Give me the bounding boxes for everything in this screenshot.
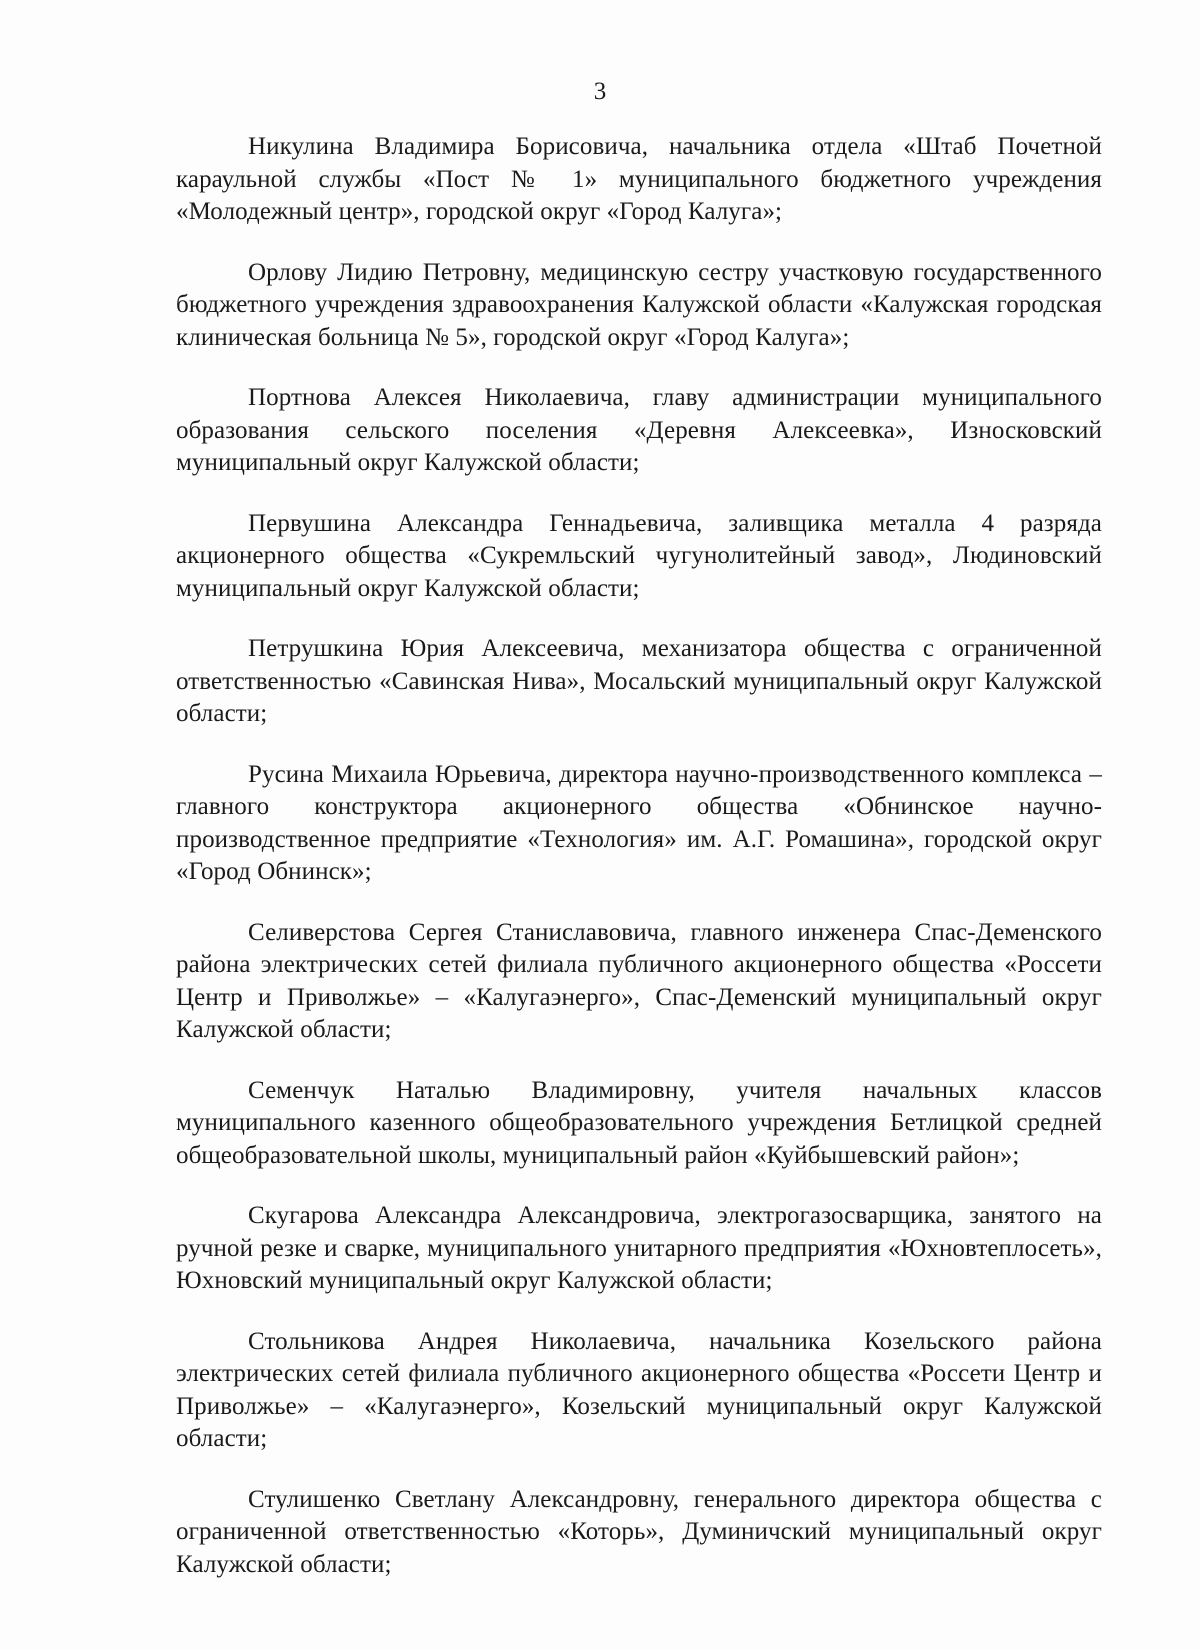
nominee-entry: Портнова Алексея Николаевича, главу администрации муниципального образования сельского поселения «Деревня Алексеевка», Износковский муниципальный округ Калужской области; [176, 384, 1102, 476]
nominee-entry: Орлову Лидию Петровну, медицинскую сестру участковую государственного бюджетного учреждения здравоохранения Калужской области «Калужская городская клиническая больница № 5», городской округ «Город Калуга»; [176, 258, 1102, 351]
nominee-entry: Семенчук Наталью Владимировну, учителя начальных классов муниципального казенного общеобразовательного учреждения Бетлицкой средней общеобразовательной школы, муниципальный район «Куйбышевский район»; [176, 1076, 1102, 1169]
nominee-entry: Первушина Александра Геннадьевича, заливщика металла 4 разряда акционерного общества «Сукремльский чугунолитейный завод», Людиновский муниципальный округ Калужской области; [176, 509, 1102, 602]
nominee-entry: Русина Михаила Юрьевича, директора научно-производственного комплекса – главного конструктора акционерного общества «Обнинское научно-производственное предприятие «Технология» им. А.Г. Ромашина», городской округ «Город Обнинск»; [176, 760, 1102, 885]
page-number: 3 [593, 78, 607, 105]
nominee-list [176, 131, 1102, 1609]
nominee-entry: Никулина Владимира Борисовича, начальника отдела «Штаб Почетной караульной службы «Пост № 1» муниципального бюджетного учреждения «Молодежный центр», городской округ «Город Калуга»; [176, 133, 1102, 225]
nominee-entry: Стулишенко Светлану Александровну, генерального директора общества с ограниченной ответственностью «Которь», Думиничский муниципальный округ Калужской области; [176, 1485, 1102, 1578]
nominee-entry: Стольникова Андрея Николаевича, начальника Козельского района электрических сетей филиала публичного акционерного общества «Россети Центр и Приволжье» – «Калугаэнерго», Козельский муниципальный округ Калужской области; [176, 1327, 1102, 1452]
nominee-entry: Петрушкина Юрия Алексеевича, механизатора общества с ограниченной ответственностью «Савинская Нива», Мосальский муниципальный округ Калужской области; [176, 635, 1102, 727]
nominee-entry: Селиверстова Сергея Станиславовича, главного инженера Спас-Деменского района электрических сетей филиала публичного акционерного общества «Россети Центр и Приволжье» – «Калугаэнерго», Спас-Деменский муниципальный округ Калужской области; [176, 918, 1102, 1043]
nominee-entry: Скугарова Александра Александровича, электрогазосварщика, занятого на ручной резке и сварке, муниципального унитарного предприятия «Юхновтеплосеть», Юхновский муниципальный округ Калужской области; [176, 1202, 1102, 1294]
